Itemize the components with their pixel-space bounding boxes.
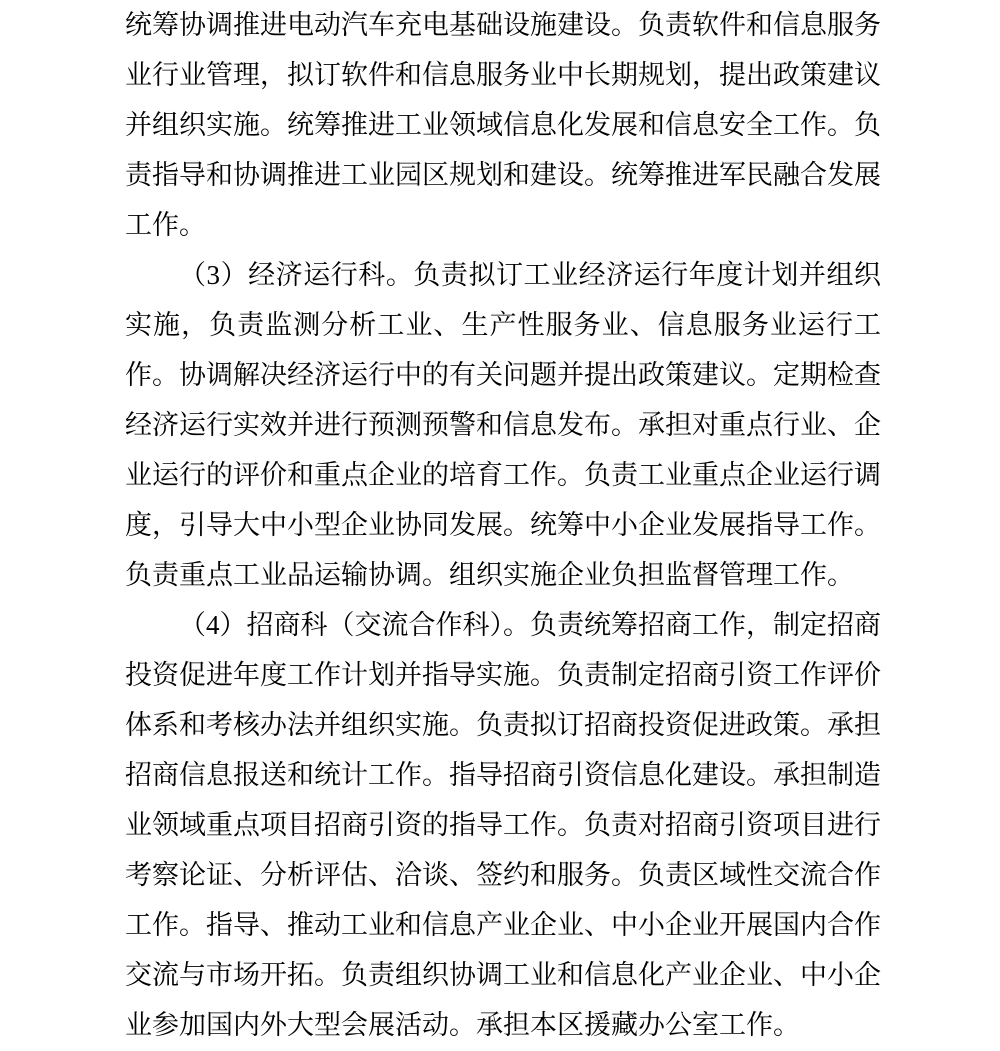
paragraph-item-4-investment-promotion-section: （4）招商科（交流合作科）。负责统筹招商工作，制定招商投资促进年度工作计划并指导实施。负责制定招商引资工作评价体系和考核办法并组织实施。负责拟订招商投资促进政策。承担招商信息报送和统计工作。指导招商引资信息化建设。承担制造业领域重点项目招商引资的指导工作。负责对招商引资项目进行考察论证、分析评估、洽谈、签约和服务。负责区域性交流合作工作。指导、推动工业和信息产业企业、中小企业开展国内合作交流与市场开拓。负责组织协调工业和信息化产业企业、中小企业参加国内外大型会展活动。承担本区援藏办公室工作。 [125, 610, 881, 1040]
paragraph-item-3-economic-operation-section: （3）经济运行科。负责拟订工业经济运行年度计划并组织实施，负责监测分析工业、生产性服务业、信息服务业运行工作。协调解决经济运行中的有关问题并提出政策建议。定期检查经济运行实效并进行预测预警和信息发布。承担对重点行业、企业运行的评价和重点企业的培育工作。负责工业重点企业运行调度，引导大中小型企业协同发展。统筹中小企业发展指导工作。负责重点工业品运输协调。组织实施企业负担监督管理工作。 [125, 260, 881, 590]
paragraph-continuation: 统筹协调推进电动汽车充电基础设施建设。负责软件和信息服务业行业管理，拟订软件和信息服务业中长期规划，提出政策建议并组织实施。统筹推进工业领域信息化发展和信息安全工作。负责指导和协调推进工业园区规划和建设。统筹推进军民融合发展工作。 [125, 10, 881, 240]
